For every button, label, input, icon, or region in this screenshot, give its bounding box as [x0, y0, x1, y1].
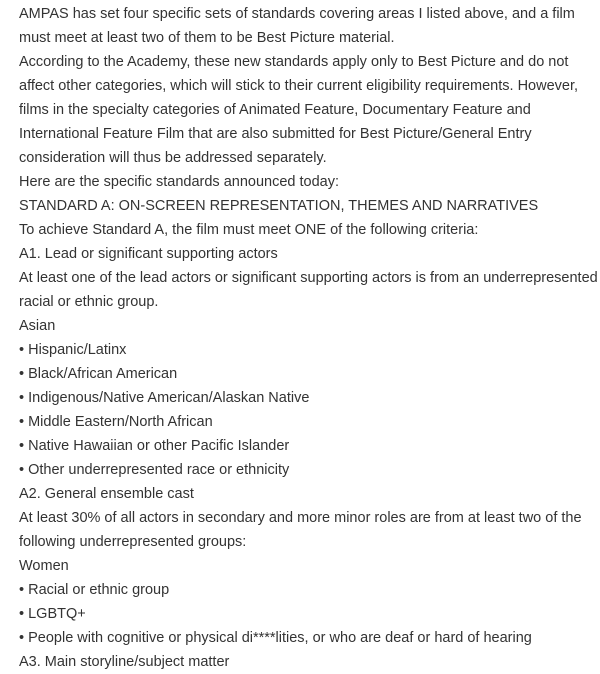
list-item: • Native Hawaiian or other Pacific Islander [19, 438, 290, 454]
list-item: • Middle Eastern/North African [19, 414, 213, 430]
criterion-a3-heading: A3. Main storyline/subject matter [19, 654, 230, 670]
list-item: • Hispanic/Latinx [19, 342, 127, 358]
list-item: • People with cognitive or physical di****lities, or who are deaf or hard of hearing [19, 630, 532, 646]
paragraph-line: At least 30% of all actors in secondary and more minor roles are from at least two of the [19, 510, 582, 526]
list-item: • LGBTQ+ [19, 606, 86, 622]
paragraph-line: racial or ethnic group. [19, 294, 159, 310]
standard-a-intro: To achieve Standard A, the film must meet ONE of the following criteria: [19, 222, 479, 238]
standard-a-heading: STANDARD A: ON-SCREEN REPRESENTATION, THEMES AND NARRATIVES [19, 198, 539, 214]
list-item: Asian [19, 318, 56, 334]
criterion-a1-heading: A1. Lead or significant supporting actors [19, 246, 278, 262]
paragraph-line: consideration will thus be addressed separately. [19, 150, 327, 166]
intro-line: Here are the specific standards announced today: [19, 174, 340, 190]
paragraph-line: films in the specialty categories of Animated Feature, Documentary Feature and [19, 102, 531, 118]
article-body [19, 2, 598, 674]
list-item: • Other underrepresented race or ethnicity [19, 462, 290, 478]
paragraph-line: AMPAS has set four specific sets of standards covering areas I listed above, and a film [19, 6, 575, 22]
paragraph-line: International Feature Film that are also submitted for Best Picture/General Entry [19, 126, 532, 142]
paragraph-line: affect other categories, which will stick to their current eligibility requirements. However, [19, 78, 579, 94]
paragraph-line: following underrepresented groups: [19, 534, 247, 550]
paragraph-line: According to the Academy, these new standards apply only to Best Picture and do not [19, 54, 569, 70]
paragraph-line: must meet at least two of them to be Best Picture material. [19, 30, 395, 46]
list-item: • Indigenous/Native American/Alaskan Native [19, 390, 310, 406]
list-item: • Racial or ethnic group [19, 582, 170, 598]
criterion-a2-heading: A2. General ensemble cast [19, 486, 194, 502]
paragraph-line: At least one of the lead actors or significant supporting actors is from an underrepresented [19, 270, 598, 286]
list-item: • Black/African American [19, 366, 178, 382]
list-item: Women [19, 558, 69, 574]
